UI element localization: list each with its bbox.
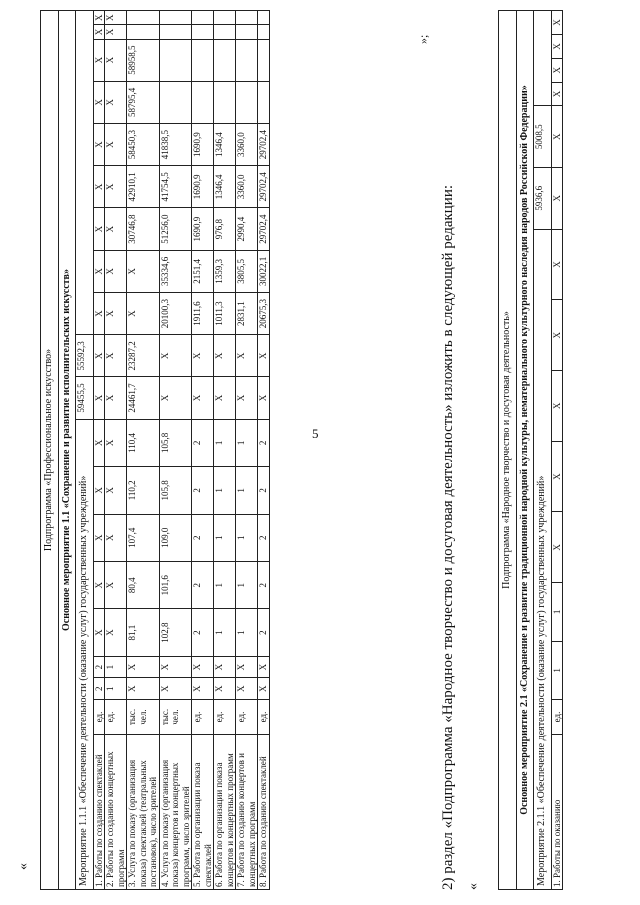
row-name-cell: 8. Работа по созданию спектаклей xyxy=(258,735,270,890)
row-name-cell: 1. Работы по созданию спектаклей xyxy=(93,735,105,890)
table-row xyxy=(76,11,94,890)
value-cell: 1 xyxy=(236,514,258,561)
value-cell: 41754,5 xyxy=(159,166,192,208)
value-cell: X xyxy=(105,208,127,250)
value-cell: 1690,9 xyxy=(192,124,214,166)
unit-cell: тыс. чел. xyxy=(127,700,160,735)
value-cell: 110,2 xyxy=(127,467,160,514)
value-cell: 24461,7 xyxy=(127,377,160,419)
value-cell: 1 xyxy=(214,609,236,656)
value-cell: X xyxy=(192,335,214,377)
rotated-sheet xyxy=(16,10,600,890)
value-cell: 1346,4 xyxy=(214,124,236,166)
value-cell xyxy=(127,11,160,25)
value-cell: 1 xyxy=(236,419,258,466)
value-cell: X xyxy=(105,81,127,123)
value-cell: X xyxy=(192,377,214,419)
value-cell: X xyxy=(105,124,127,166)
unit-cell: тыс. чел. xyxy=(159,700,192,735)
value-cell: X xyxy=(105,25,127,39)
value-cell: X xyxy=(159,656,192,678)
value-cell: 2 xyxy=(93,678,105,700)
value-cell: 3360,0 xyxy=(236,166,258,208)
row-name-cell: 7. Работа по созданию концертов и концертных программ xyxy=(236,735,258,890)
value-cell: 29702,4 xyxy=(258,124,270,166)
value-cell xyxy=(214,81,236,123)
value-cell: X xyxy=(127,678,160,700)
value-cell: 29702,4 xyxy=(258,208,270,250)
value-cell: 1690,9 xyxy=(192,166,214,208)
value-cell: 2 xyxy=(258,467,270,514)
value-cell: X xyxy=(93,467,105,514)
budget-table-1 xyxy=(40,10,270,890)
unit-cell: ед. xyxy=(192,700,214,735)
value-cell: 20100,3 xyxy=(159,292,192,334)
value-cell: 2 xyxy=(258,419,270,466)
value-cell: X xyxy=(192,656,214,678)
value-cell: X xyxy=(258,335,270,377)
value-cell: 1 xyxy=(105,656,127,678)
value-cell: 80,4 xyxy=(127,561,160,608)
value-cell: 2 xyxy=(258,561,270,608)
value-cell: 1 xyxy=(236,467,258,514)
table-row xyxy=(499,11,517,890)
value-cell: 20675,3 xyxy=(258,292,270,334)
value-cell: X xyxy=(105,11,127,25)
value-cell: 30746,8 xyxy=(127,208,160,250)
value-cell: 2 xyxy=(192,514,214,561)
main-event-title: Основное мероприятие 1.1 «Сохранение и развитие исполнительских искусств» xyxy=(58,11,76,890)
row-name-cell: 6. Работа по организации показа концертов и концертных программ xyxy=(214,735,236,890)
value-cell: 42910,1 xyxy=(127,166,160,208)
value-cell: X xyxy=(93,11,105,25)
value-cell: X xyxy=(236,678,258,700)
value-cell: 1359,3 xyxy=(214,250,236,292)
value-cell xyxy=(236,81,258,123)
value-cell: X xyxy=(93,208,105,250)
value-cell: 1 xyxy=(551,641,563,699)
value-cell: X xyxy=(551,441,563,512)
value-cell xyxy=(214,11,236,25)
value-cell: 1 xyxy=(214,467,236,514)
value-cell: 1911,6 xyxy=(192,292,214,334)
value-cell: 110,4 xyxy=(127,419,160,466)
value-cell: X xyxy=(105,467,127,514)
table-row xyxy=(258,11,270,890)
value-cell: X xyxy=(236,335,258,377)
row-name-cell: 1. Работы по оказанию xyxy=(551,735,563,890)
value-cell: X xyxy=(93,81,105,123)
table-cell: 5008,5 xyxy=(534,106,552,168)
value-cell xyxy=(159,39,192,81)
table-row xyxy=(159,11,192,890)
value-cell xyxy=(127,25,160,39)
main-event-title-2: Основное мероприятие 2.1 «Сохранение и развитие традиционной народной культуры, нематериального культурного наследия народов Российской Федерации» xyxy=(516,11,534,890)
value-cell: 1011,3 xyxy=(214,292,236,334)
value-cell: X xyxy=(105,561,127,608)
value-cell: 1346,4 xyxy=(214,166,236,208)
value-cell: 976,8 xyxy=(214,208,236,250)
value-cell: X xyxy=(105,335,127,377)
value-cell: X xyxy=(127,292,160,334)
value-cell: 2 xyxy=(192,467,214,514)
value-cell: X xyxy=(93,514,105,561)
row-name-cell: 2. Работы по созданию концертных программ xyxy=(105,735,127,890)
value-cell: X xyxy=(105,250,127,292)
value-cell xyxy=(159,25,192,39)
row-name-cell: 5. Работа по организации показа спектаклей xyxy=(192,735,214,890)
value-cell: X xyxy=(93,609,105,656)
value-cell: 1690,9 xyxy=(192,208,214,250)
value-cell: X xyxy=(127,656,160,678)
table-row xyxy=(93,11,105,890)
value-cell: X xyxy=(105,39,127,81)
open-quote-2: « xyxy=(466,883,481,890)
value-cell: 2 xyxy=(192,609,214,656)
table-row xyxy=(551,11,563,890)
value-cell xyxy=(236,11,258,25)
value-cell xyxy=(192,39,214,81)
row-name-cell: 4. Услуга по показу (организация показа) концертов и концертных программ, число зрителей xyxy=(159,735,192,890)
event-title: Мероприятие 1.1.1 «Обеспечение деятельности (оказание услуг) государственных учреждений» xyxy=(76,419,94,889)
table-cell: 59455,5 xyxy=(76,377,94,419)
value-cell: 2 xyxy=(258,609,270,656)
value-cell: 2990,4 xyxy=(236,208,258,250)
value-cell: 58958,5 xyxy=(127,39,160,81)
value-cell: X xyxy=(551,371,563,442)
value-cell: 2 xyxy=(258,514,270,561)
value-cell: X xyxy=(93,25,105,39)
table-cell: 55592,3 xyxy=(76,335,94,377)
table-row xyxy=(192,11,214,890)
value-cell: X xyxy=(236,377,258,419)
value-cell xyxy=(258,25,270,39)
table-row xyxy=(127,11,160,890)
table-row xyxy=(58,11,76,890)
value-cell: 23287,2 xyxy=(127,335,160,377)
value-cell: X xyxy=(105,514,127,561)
value-cell xyxy=(236,25,258,39)
value-cell: X xyxy=(93,561,105,608)
table-row xyxy=(236,11,258,890)
value-cell: X xyxy=(159,335,192,377)
value-cell: X xyxy=(551,58,563,82)
value-cell: X xyxy=(93,292,105,334)
unit-cell: ед. xyxy=(105,700,127,735)
value-cell: 35334,6 xyxy=(159,250,192,292)
value-cell xyxy=(192,11,214,25)
open-quote: « xyxy=(16,863,31,870)
subprogram-title-2: Подпрограмма «Народное творчество и досуговая деятельность» xyxy=(499,11,517,890)
value-cell: 1 xyxy=(214,561,236,608)
value-cell: X xyxy=(105,609,127,656)
event-title-2: Мероприятие 2.1.1 «Обеспечение деятельности (оказание услуг) государственных учреждений» xyxy=(534,229,552,889)
value-cell: 1 xyxy=(236,561,258,608)
value-cell: X xyxy=(105,419,127,466)
value-cell: 2 xyxy=(192,419,214,466)
value-cell xyxy=(258,81,270,123)
value-cell: X xyxy=(105,292,127,334)
value-cell: X xyxy=(214,335,236,377)
unit-cell: ед. xyxy=(551,700,563,735)
value-cell: X xyxy=(551,82,563,106)
value-cell: X xyxy=(159,678,192,700)
value-cell: 2151,4 xyxy=(192,250,214,292)
table-row xyxy=(534,11,552,890)
value-cell: X xyxy=(93,39,105,81)
unit-cell: ед. xyxy=(236,700,258,735)
value-cell: X xyxy=(93,124,105,166)
value-cell: X xyxy=(258,656,270,678)
value-cell xyxy=(192,25,214,39)
value-cell: 30022,1 xyxy=(258,250,270,292)
value-cell: 2 xyxy=(93,656,105,678)
value-cell: X xyxy=(93,377,105,419)
value-cell: 58795,4 xyxy=(127,81,160,123)
unit-cell: ед. xyxy=(214,700,236,735)
value-cell xyxy=(258,39,270,81)
value-cell: 29702,4 xyxy=(258,166,270,208)
value-cell: X xyxy=(105,377,127,419)
page-number: 5 xyxy=(312,426,319,441)
table-row xyxy=(516,11,534,890)
value-cell: 101,6 xyxy=(159,561,192,608)
value-cell: X xyxy=(93,166,105,208)
value-cell: 107,4 xyxy=(127,514,160,561)
value-cell: 1 xyxy=(236,609,258,656)
value-cell: X xyxy=(214,377,236,419)
close-quote: »; xyxy=(416,34,430,44)
value-cell: 58450,3 xyxy=(127,124,160,166)
value-cell: 1 xyxy=(105,678,127,700)
value-cell xyxy=(159,11,192,25)
value-cell: X xyxy=(159,377,192,419)
value-cell: X xyxy=(551,11,563,35)
table-row xyxy=(214,11,236,890)
unit-cell: ед. xyxy=(258,700,270,735)
value-cell xyxy=(214,25,236,39)
value-cell xyxy=(159,81,192,123)
value-cell: X xyxy=(551,106,563,168)
budget-table-2 xyxy=(498,10,563,890)
value-cell: 105,8 xyxy=(159,467,192,514)
value-cell: X xyxy=(551,512,563,583)
value-cell: 109,0 xyxy=(159,514,192,561)
value-cell: 105,8 xyxy=(159,419,192,466)
value-cell xyxy=(214,39,236,81)
value-cell: 1 xyxy=(214,419,236,466)
value-cell xyxy=(236,39,258,81)
table-cell xyxy=(534,11,552,106)
value-cell: 2 xyxy=(192,561,214,608)
value-cell: X xyxy=(127,250,160,292)
table-cell xyxy=(76,11,94,335)
value-cell: X xyxy=(551,300,563,371)
value-cell: X xyxy=(93,250,105,292)
value-cell: X xyxy=(192,678,214,700)
value-cell: 81,1 xyxy=(127,609,160,656)
table-row xyxy=(41,11,59,890)
value-cell: X xyxy=(214,656,236,678)
subprogram-title: Подпрограмма «Профессиональное искусство» xyxy=(41,11,59,890)
value-cell: X xyxy=(93,419,105,466)
value-cell: 41838,5 xyxy=(159,124,192,166)
value-cell: 2831,1 xyxy=(236,292,258,334)
value-cell: 51256,0 xyxy=(159,208,192,250)
value-cell: X xyxy=(551,229,563,300)
value-cell: X xyxy=(551,168,563,230)
value-cell: 1 xyxy=(551,583,563,641)
row-name-cell: 3. Услуга по показу (организация показа) спектаклей (театральных постановок), число зрителей xyxy=(127,735,160,890)
value-cell: X xyxy=(93,335,105,377)
value-cell: X xyxy=(258,678,270,700)
value-cell xyxy=(258,11,270,25)
table-cell: 5936,6 xyxy=(534,168,552,230)
unit-cell: ед. xyxy=(93,700,105,735)
value-cell xyxy=(192,81,214,123)
value-cell: 3360,0 xyxy=(236,124,258,166)
value-cell: 102,8 xyxy=(159,609,192,656)
table-row xyxy=(105,11,127,890)
value-cell: X xyxy=(105,166,127,208)
section-2-heading: 2) раздел «Подпрограмма «Народное творчество и досуговая деятельность» изложить в следующей редакции: xyxy=(440,184,456,890)
value-cell: X xyxy=(236,656,258,678)
value-cell: X xyxy=(214,678,236,700)
value-cell: X xyxy=(551,35,563,59)
value-cell: 3805,5 xyxy=(236,250,258,292)
value-cell: 1 xyxy=(214,514,236,561)
value-cell: X xyxy=(258,377,270,419)
